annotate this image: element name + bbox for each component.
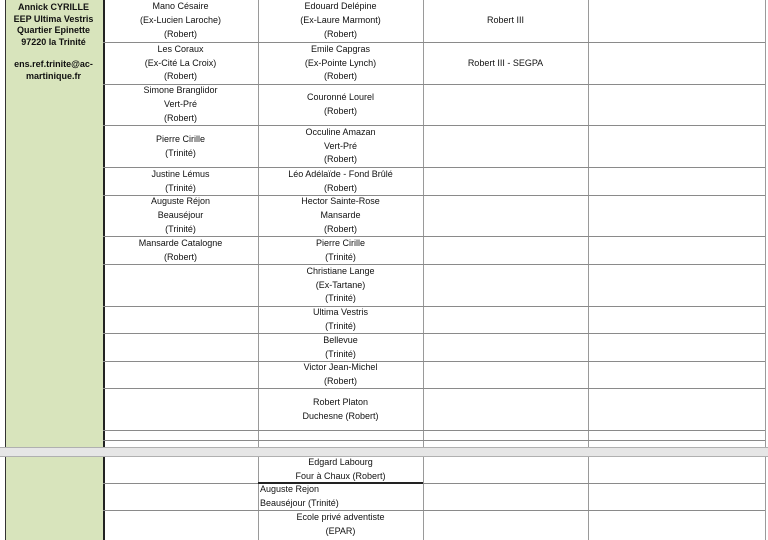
cell-text: Christiane Lange — [306, 265, 375, 276]
cell-text: (Trinité) — [165, 182, 196, 193]
grid-line — [103, 430, 258, 431]
contact-address: Quartier Epinette — [16, 25, 90, 35]
table-cell — [103, 43, 258, 84]
cell-text: Duchesne (Robert) — [302, 410, 379, 421]
grid-line — [258, 430, 765, 431]
cell-text: (Robert) — [163, 71, 197, 82]
table-cell — [258, 0, 423, 42]
cell-text: Robert III - SEGPA — [467, 57, 544, 68]
cell-text: (Trinité) — [325, 321, 356, 331]
contact-block — [5, 2, 102, 82]
table-cell — [103, 196, 258, 236]
cell-text: (Trinité) — [325, 348, 356, 359]
cell-text: Edouard Delépine — [304, 1, 377, 12]
table-cell — [103, 126, 258, 167]
cell-text: (Robert) — [323, 154, 357, 165]
cell-text: (Robert) — [163, 251, 197, 262]
cell-text: (Robert) — [323, 182, 357, 193]
cell-text: Edgard Labourg — [308, 456, 373, 467]
cell-text: Beauséjour (Trinité) — [260, 498, 339, 508]
cell-text: Victor Jean-Michel — [303, 362, 378, 373]
cell-text: Auguste Réjon — [150, 196, 211, 207]
table-cell — [103, 85, 258, 125]
cell-text: Auguste Rejon — [260, 484, 320, 495]
grid-line — [103, 306, 258, 307]
cell-text: (Ex-Laure Marmont) — [300, 15, 381, 26]
cell-text: Occuline Amazan — [305, 126, 376, 137]
cell-text: (Robert) — [323, 28, 357, 39]
grid-line — [103, 440, 765, 441]
table-cell — [258, 334, 423, 361]
grid-line — [103, 388, 258, 389]
contact-email-line2: martinique.fr — [25, 70, 81, 81]
table-cell — [258, 85, 423, 125]
grid-line — [103, 510, 765, 511]
cell-text: Vert-Pré — [163, 99, 197, 110]
cell-text: Vert-Pré — [323, 140, 357, 151]
cell-text: Les Coraux — [157, 43, 204, 54]
table-cell — [258, 237, 423, 264]
table-cell — [258, 196, 423, 236]
cell-text: (Trinité) — [325, 293, 356, 304]
contact-email[interactable] — [5, 59, 102, 82]
cell-text: Pierre Cirille — [315, 237, 365, 248]
cell-text: Robert III — [486, 15, 524, 26]
grid-line — [765, 0, 766, 540]
contact-email-line1: ens.ref.trinite@ac- — [14, 59, 93, 69]
cell-text: Mansarde Catalogne — [138, 237, 223, 248]
cell-text: (Robert) — [323, 106, 357, 116]
cell-text: Justine Lémus — [151, 168, 210, 179]
cell-text: (Robert) — [323, 376, 357, 386]
cell-text: Ultima Vestris — [312, 307, 368, 318]
table-cell — [103, 168, 258, 195]
cell-text: Four à Chaux (Robert) — [295, 470, 386, 481]
table-cell — [258, 307, 423, 333]
contact-name: Annick CYRILLE — [17, 2, 89, 12]
cell-text: Mano Césaire — [152, 1, 209, 12]
contact-city: 97220 la Trinité — [21, 36, 86, 47]
cell-text: (Trinité) — [165, 147, 196, 158]
cell-text: Beauséjour — [157, 210, 204, 221]
table-cell — [423, 0, 588, 42]
cell-text: (Ex-Pointe Lynch) — [304, 57, 377, 68]
table-cell — [103, 237, 258, 264]
cell-text: Pierre Cirille — [155, 133, 205, 144]
table-cell — [258, 168, 423, 195]
grid-line — [103, 333, 258, 334]
table-cell — [103, 0, 258, 42]
table-cell — [258, 126, 423, 167]
table-cell — [258, 484, 423, 510]
cell-text: Léo Adélaïde - Fond Brûlé — [288, 168, 393, 179]
cell-text: (Robert) — [323, 223, 357, 234]
cell-text: Ecole privé adventiste — [296, 512, 385, 523]
grid-line — [588, 0, 589, 540]
cell-text: (Trinité) — [325, 251, 356, 262]
cell-text: (Ex-Lucien Laroche) — [139, 15, 222, 26]
contact-column-lower — [5, 455, 105, 540]
grid-line — [103, 361, 258, 362]
table-cell — [258, 456, 423, 483]
grid-line — [103, 483, 765, 484]
table-cell — [258, 362, 423, 388]
cell-text: Couronné Lourel — [306, 92, 375, 103]
table-cell — [423, 43, 588, 84]
cell-text: (Robert) — [163, 112, 197, 123]
cell-text: Bellevue — [323, 334, 358, 345]
table-cell — [258, 43, 423, 84]
cell-text: (Ex-Tartane) — [315, 279, 366, 290]
table-cell — [258, 265, 423, 306]
cell-text: Hector Sainte-Rose — [301, 196, 380, 207]
cell-text: Emile Capgras — [310, 43, 371, 54]
cell-text: (Robert) — [323, 71, 357, 82]
cell-text: Simone Branglidor — [143, 85, 218, 96]
cell-text: (Trinité) — [165, 223, 196, 234]
table-cell — [258, 511, 423, 539]
cell-text: Mansarde — [320, 210, 361, 221]
cell-text: (Ex-Cité La Croix) — [144, 57, 217, 68]
cell-text: (EPAR) — [325, 526, 356, 536]
cell-text: (Robert) — [163, 28, 197, 39]
cell-text: Robert Platon — [312, 396, 369, 407]
table-cell — [258, 389, 423, 430]
contact-school: EEP Ultima Vestris — [13, 13, 94, 24]
